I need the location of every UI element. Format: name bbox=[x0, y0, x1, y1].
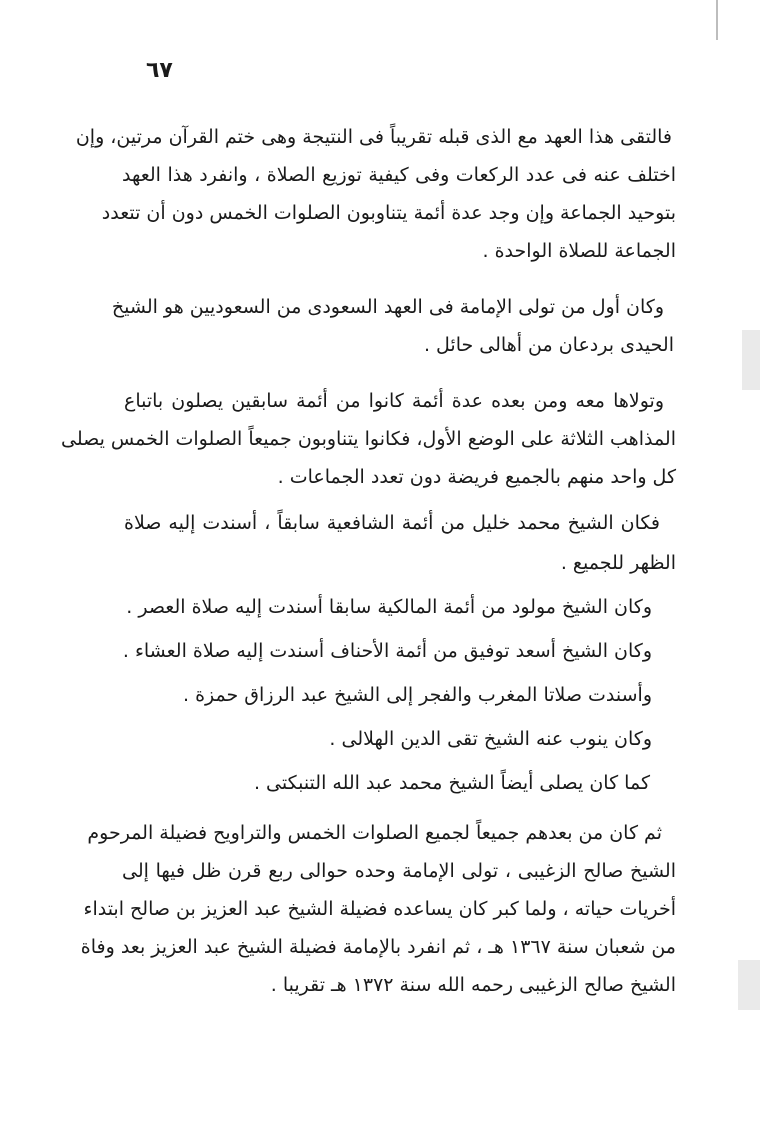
scan-speck bbox=[742, 330, 760, 390]
paragraph-line: وكان الشيخ أسعد توفيق من أئمة الأحناف أسندت إليه صلاة العشاء . bbox=[122, 640, 652, 662]
paragraph-line: فالتقى هذا العهد مع الذى قبله تقريباً فى النتيجة وهى ختم القرآن مرتين، وإن bbox=[75, 126, 672, 148]
paragraph-line: الشيخ صالح الزغيبى ، تولى الإمامة وحده حوالى ربع قرن ظل فيها إلى bbox=[122, 860, 676, 882]
paragraph-line: المذاهب الثلاثة على الوضع الأول، فكانوا يتناوبون جميعاً الصلوات الخمس يصلى bbox=[61, 428, 676, 450]
paragraph-line: فكان الشيخ محمد خليل من أئمة الشافعية سابقاً ، أسندت إليه صلاة bbox=[124, 512, 660, 534]
paragraph-line: كل واحد منهم بالجميع فريضة دون تعدد الجماعات . bbox=[277, 466, 676, 488]
paragraph-line: الشيخ صالح الزغيبى رحمه الله سنة ١٣٧٢ هـ تقريبا . bbox=[270, 974, 676, 996]
paragraph-line: الظهر للجميع . bbox=[560, 552, 676, 574]
paragraph-line: الجماعة للصلاة الواحدة . bbox=[482, 240, 676, 262]
paragraph-line: وكان ينوب عنه الشيخ تقى الدين الهلالى . bbox=[329, 728, 652, 750]
paragraph-line: كما كان يصلى أيضاً الشيخ محمد عبد الله التنبكتى . bbox=[253, 772, 650, 794]
paragraph-line: من شعبان سنة ١٣٦٧ هـ ، ثم انفرد بالإمامة فضيلة الشيخ عبد العزيز بعد وفاة bbox=[80, 936, 676, 958]
paragraph-line: أخريات حياته ، ولما كبر كان يساعده فضيلة الشيخ عبد العزيز بن صالح ابتداء bbox=[83, 898, 676, 920]
paragraph-line: بتوحيد الجماعة وإن وجد عدة أئمة يتناوبون الصلوات الخمس دون أن تتعدد bbox=[101, 202, 676, 224]
scan-edge-mark bbox=[716, 0, 718, 40]
paragraph-line: وتولاها معه ومن بعده عدة أئمة كانوا من أئمة سابقين يصلون باتباع bbox=[124, 390, 664, 412]
paragraph-line: وكان أول من تولى الإمامة فى العهد السعودى من السعوديين هو الشيخ bbox=[111, 296, 664, 318]
paragraph-line: وكان الشيخ مولود من أئمة المالكية سابقا أسندت إليه صلاة العصر . bbox=[126, 596, 652, 618]
paragraph-line: ثم كان من بعدهم جميعاً لجميع الصلوات الخمس والتراويح فضيلة المرحوم bbox=[87, 822, 662, 844]
page-number: ٦٧ bbox=[146, 58, 173, 83]
paragraph-line: اختلف عنه فى عدد الركعات وفى كيفية توزيع الصلاة ، وانفرد هذا العهد bbox=[122, 164, 676, 186]
scan-speck bbox=[738, 960, 760, 1010]
paragraph-line: الحيدى بردعان من أهالى حائل . bbox=[423, 334, 674, 356]
paragraph-line: وأسندت صلاتا المغرب والفجر إلى الشيخ عبد الرزاق حمزة . bbox=[183, 684, 652, 706]
